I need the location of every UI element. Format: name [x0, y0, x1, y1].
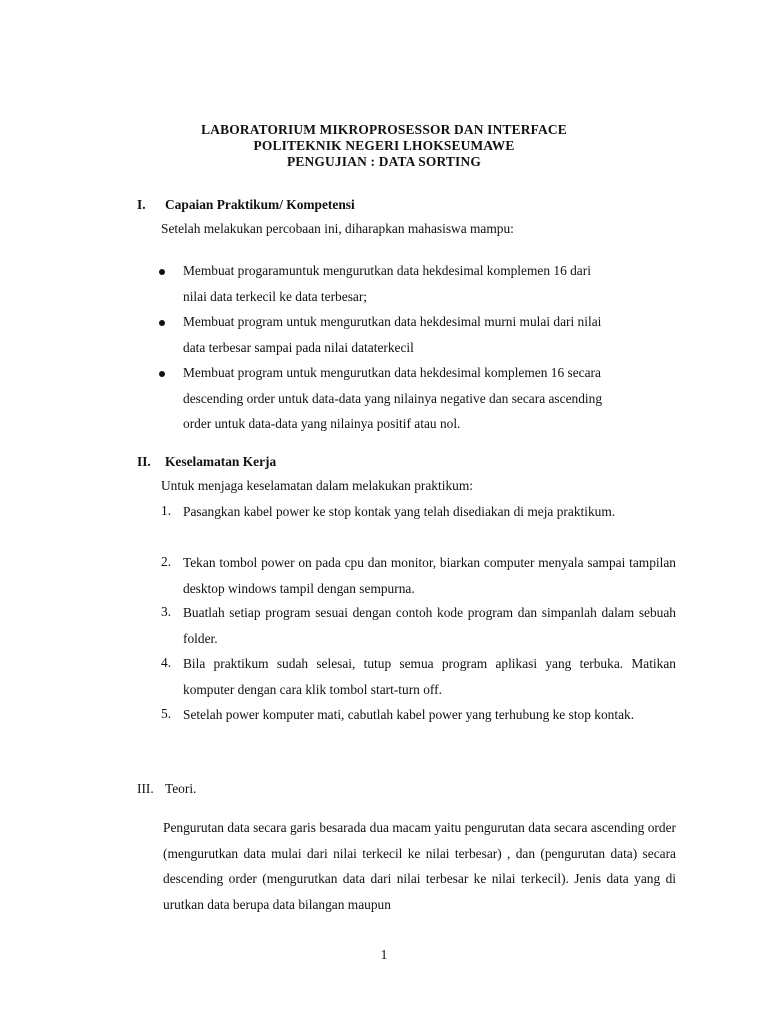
page-number: 1 [380, 947, 388, 962]
bullet-icon [159, 371, 165, 377]
list-item-number: 4. [161, 655, 172, 670]
bullet-line: nilai data terkecil ke data terbesar; [183, 288, 368, 304]
list-item-text: Buatlah setiap program sesuai dengan contoh kode program dan simpanlah dalam sebuah folder. [183, 605, 676, 646]
list-item-text: Pasangkan kabel power ke stop kontak yang telah disediakan di meja praktikum. [183, 504, 616, 519]
list-item-text: Setelah power komputer mati, cabutlah kabel power yang terhubung ke stop kontak. [183, 707, 635, 722]
header-line-institution: POLITEKNIK NEGERI LHOKSEUMAWE [253, 138, 515, 153]
bullet-line: order untuk data-data yang nilainya positif atau nol. [183, 416, 461, 431]
bullet-icon [159, 269, 165, 275]
section-2-number: II. [137, 454, 151, 469]
bullet-item [183, 258, 678, 309]
section-3-title: Teori. [165, 781, 197, 796]
bullet-line: Membuat progaramuntuk mengurutkan data hekdesimal komplemen 16 dari [183, 263, 591, 278]
list-item-number: 3. [161, 604, 172, 619]
section-1-title: Capaian Praktikum/ Kompetensi [165, 197, 355, 212]
bullet-icon [159, 320, 165, 326]
header-line-lab: LABORATORIUM MIKROPROSESSOR DAN INTERFACE [201, 122, 567, 137]
document-header [0, 122, 768, 170]
bullet-line: descending order untuk data-data yang nilainya negative dan secara ascending [183, 390, 603, 406]
header-line-topic: PENGUJIAN : DATA SORTING [287, 154, 481, 169]
section-2-title: Keselamatan Kerja [165, 454, 277, 469]
list-item-number: 5. [161, 706, 172, 721]
bullet-item [183, 309, 678, 360]
section-2-intro: Untuk menjaga keselamatan dalam melakukan praktikum: [161, 478, 473, 493]
bullet-line: data terbesar sampai pada nilai dataterkecil [183, 339, 414, 355]
list-item-number: 2. [161, 554, 172, 569]
list-item-number: 1. [161, 503, 172, 518]
bullet-item [183, 360, 678, 437]
section-1-number: I. [137, 197, 146, 212]
theory-paragraph: Pengurutan data secara garis besarada dua macam yaitu pengurutan data secara ascending order (mengurutkan data mulai dari nilai terkecil ke nilai terbesar) , dan (pengurutan data) secara descending order (mengurutkan data dari nilai terbesar ke nilai terkecil). Jenis data yang di urutkan data berupa data bilangan maupun [163, 820, 676, 913]
list-item-text: Tekan tombol power on pada cpu dan monitor, biarkan computer menyala sampai tampilan desktop windows tampil dengan sempurna. [183, 555, 676, 596]
section-3-number: III. [137, 781, 154, 796]
section-1-intro: Setelah melakukan percobaan ini, diharapkan mahasiswa mampu: [161, 221, 514, 236]
bullet-line: Membuat program untuk mengurutkan data hekdesimal komplemen 16 secara [183, 365, 601, 380]
bullet-line: Membuat program untuk mengurutkan data hekdesimal murni mulai dari nilai [183, 314, 602, 329]
list-item-text: Bila praktikum sudah selesai, tutup semua program aplikasi yang terbuka. Matikan komputer dengan cara klik tombol start-turn off. [183, 656, 676, 697]
